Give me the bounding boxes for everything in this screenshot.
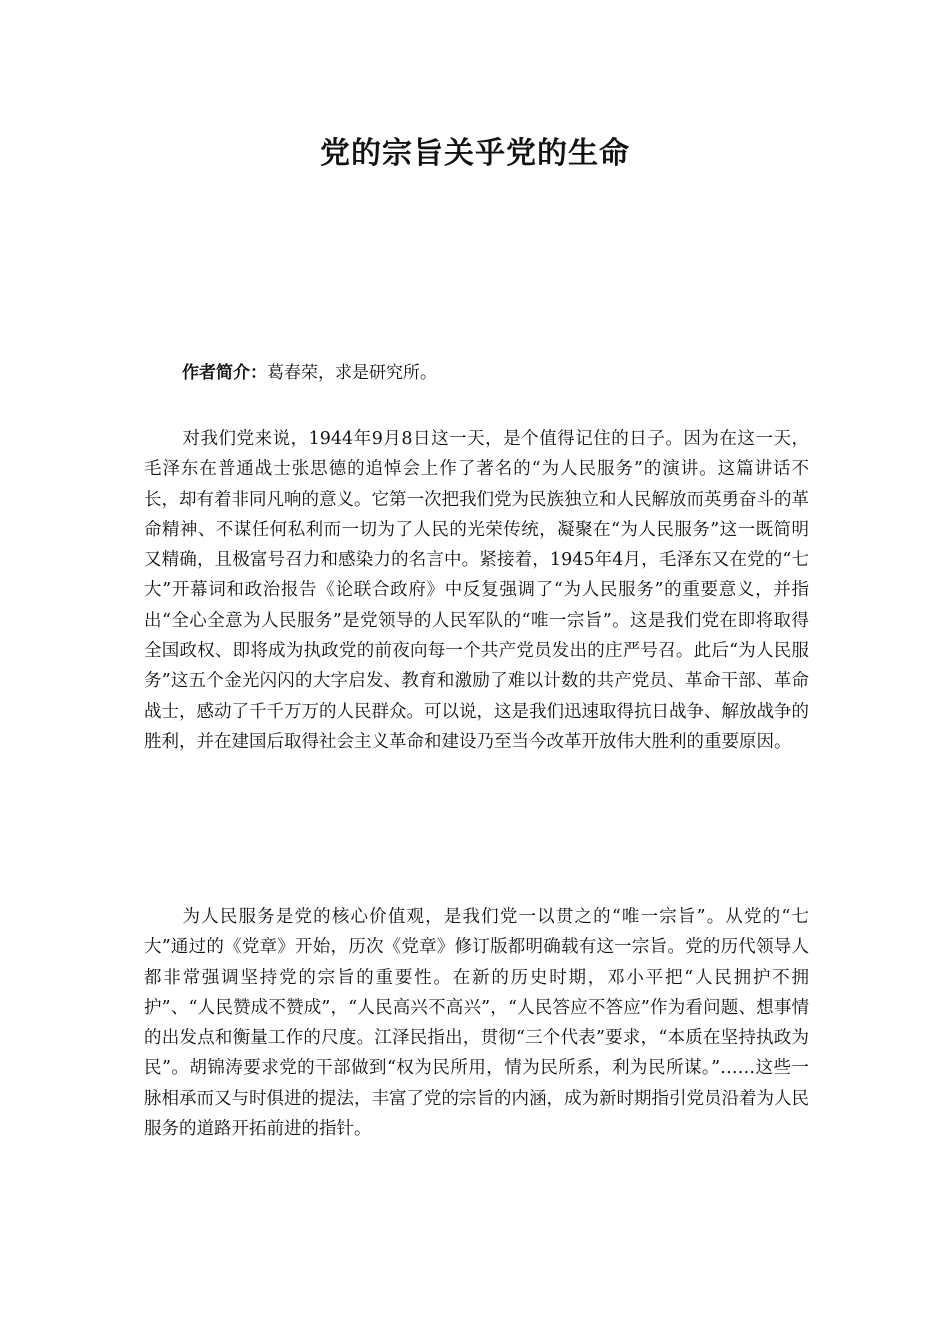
- author-value: 葛春荣，求是研究所。: [267, 363, 437, 383]
- paragraph-1: 对我们党来说，1944年9月8日这一天，是个值得记住的日子。因为在这一天，毛泽东在普通战士张思德的追悼会上作了著名的“为人民服务”的演讲。这篇讲话不长，却有着非同凡响的意义。它第一次把我们党为民族独立和人民解放而英勇奋斗的革命精神、不谋任何私利而一切为了人民的光荣传统，凝聚在“为人民服务”这一既简明又精确，且极富号召力和感染力的名言中。紧接着，1945年4月，毛泽东又在党的“七大”开幕词和政治报告《论联合政府》中反复强调了“为人民服务”的重要意义，并指出“全心全意为人民服务”是党领导的人民军队的“唯一宗旨”。这是我们党在即将取得全国政权、即将成为执政党的前夜向每一个共产党员发出的庄严号召。此后“为人民服务”这五个金光闪闪的大字启发、教育和激励了难以计数的共产党员、革命干部、革命战士，感动了千千万万的人民群众。可以说，这是我们迅速取得抗日战争、解放战争的胜利，并在建国后取得社会主义革命和建设乃至当今改革开放伟大胜利的重要原因。: [144, 429, 809, 752]
- author-line: [182, 358, 437, 383]
- document-title: 党的宗旨关乎党的生命: [320, 136, 630, 171]
- paragraph-2: 为人民服务是党的核心价值观，是我们党一以贯之的“唯一宗旨”。从党的“七大”通过的《党章》开始，历次《党章》修订版都明确载有这一宗旨。党的历代领导人都非常强调坚持党的宗旨的重要性。在新的历史时期，邓小平把“人民拥护不拥护”、“人民赞成不赞成”，“人民高兴不高兴”，“人民答应不答应”作为看问题、想事情的出发点和衡量工作的尺度。江泽民指出，贯彻“三个代表”要求，“本质在坚持执政为民”。胡锦涛要求党的干部做到“权为民所用，情为民所系，利为民所谋。”……这些一脉相承而又与时俱进的提法，丰富了党的宗旨的内涵，成为新时期指引党员沿着为人民服务的道路开拓前进的指针。: [144, 907, 809, 1140]
- author-label: 作者简介：: [182, 363, 267, 383]
